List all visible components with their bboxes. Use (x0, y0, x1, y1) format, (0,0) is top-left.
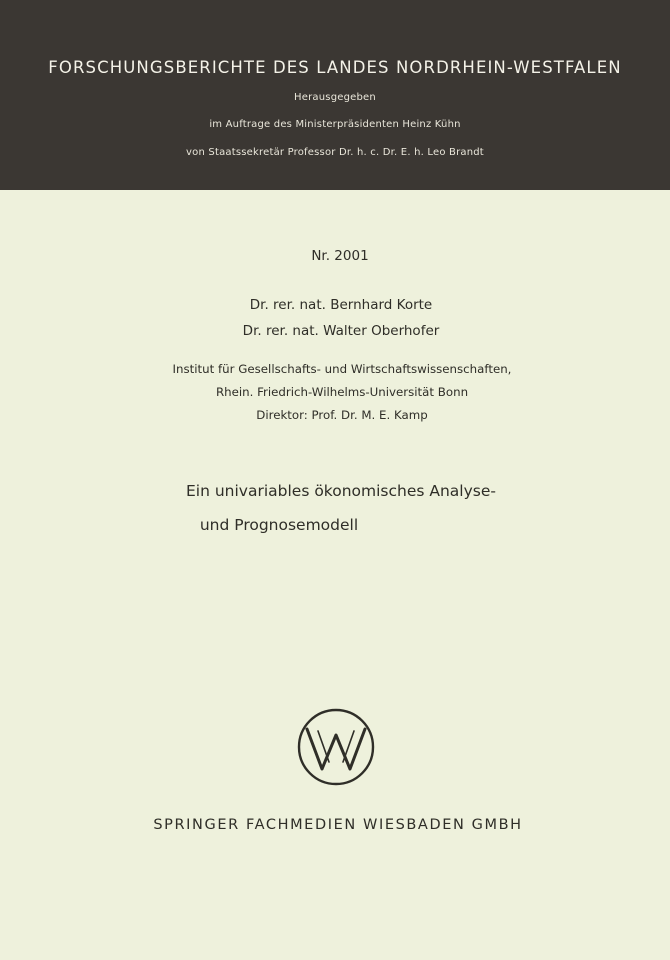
series-header (0, 0, 670, 190)
author-oberhofer: Dr. rer. nat. Walter Oberhofer (242, 323, 440, 339)
editor-line-staatssekretaer: von Staatssekretär Professor Dr. h. c. Dr. E. h. Leo Brandt (186, 147, 484, 158)
editor-line-auftrag: im Auftrage des Ministerpräsidenten Heinz Kühn (209, 119, 461, 130)
institute-director: Direktor: Prof. Dr. M. E. Kamp (256, 408, 428, 422)
springer-vw-logo-icon (296, 707, 376, 787)
publisher-name: SPRINGER FACHMEDIEN WIESBADEN GMBH (153, 817, 523, 833)
editor-line-herausgegeben: Herausgegeben (294, 92, 376, 103)
cover-body (0, 190, 670, 960)
book-title-line-1: Ein univariables ökonomisches Analyse- (185, 482, 496, 500)
series-title: FORSCHUNGSBERICHTE DES LANDES NORDRHEIN-WESTFALEN (48, 58, 622, 77)
institute-line-1: Institut für Gesellschafts- und Wirtschaftswissenschaften, (172, 362, 512, 376)
book-title-line-2: und Prognosemodell (199, 516, 359, 534)
report-number: Nr. 2001 (311, 248, 369, 264)
author-korte: Dr. rer. nat. Bernhard Korte (249, 297, 433, 313)
institute-line-2: Rhein. Friedrich-Wilhelms-Universität Bonn (215, 385, 469, 399)
